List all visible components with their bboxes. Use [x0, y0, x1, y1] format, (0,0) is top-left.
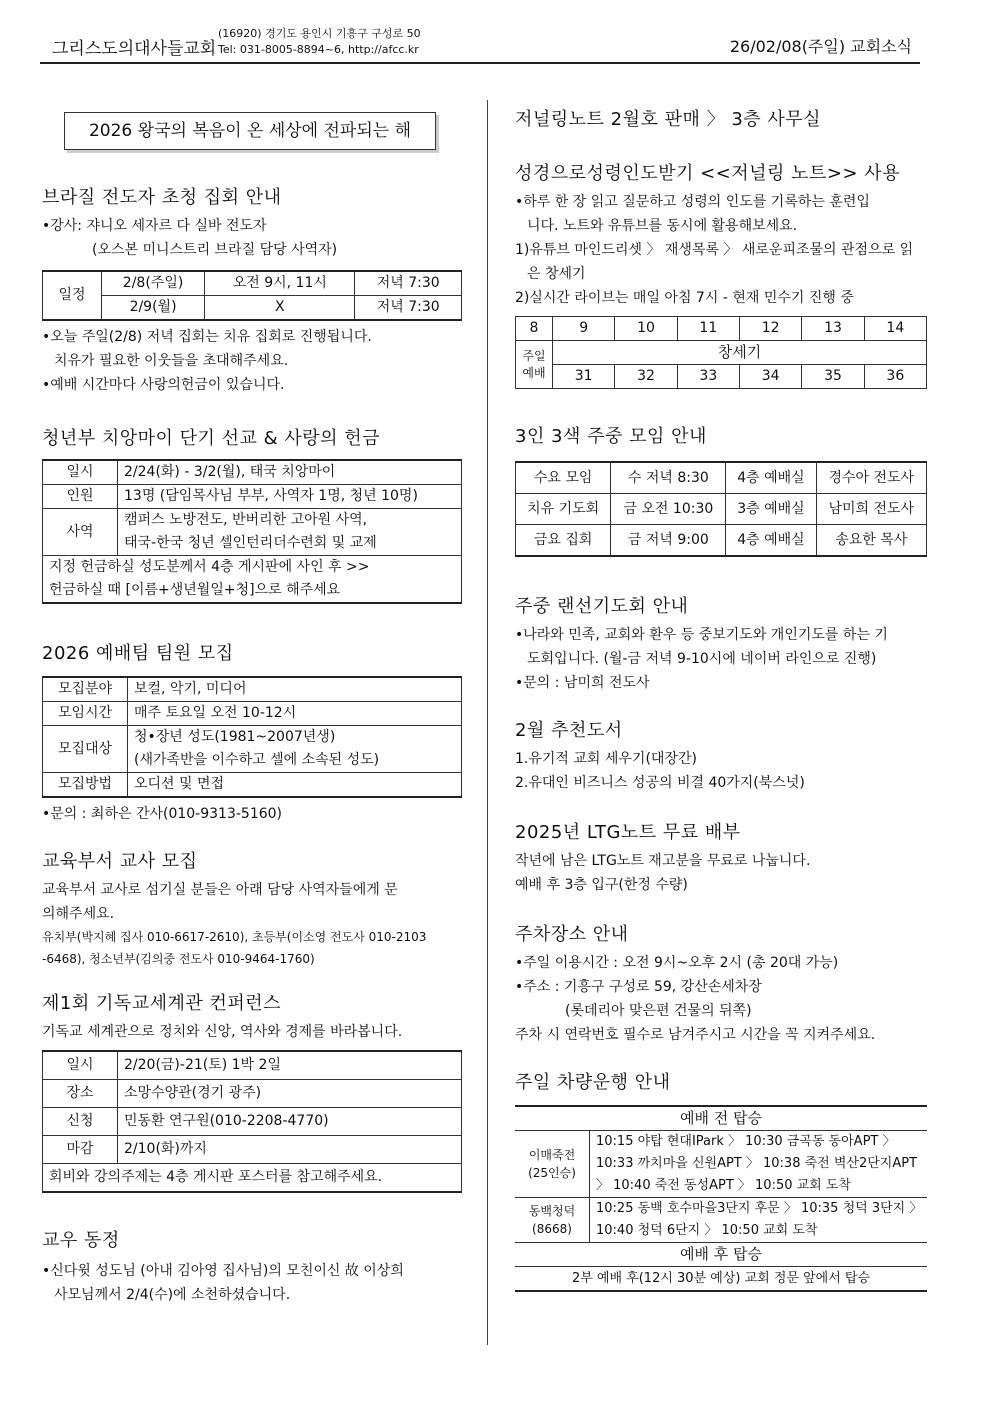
right-column	[515, 100, 927, 1292]
meeting-time: 금 저녁 9:00	[611, 525, 726, 557]
shuttle-before-title: 예배 전 탑승	[515, 1106, 927, 1131]
church-address: (16920) 경기도 용인시 기흥구 구성로 50	[218, 27, 421, 40]
table-row	[515, 1198, 927, 1243]
worship-value: 매주 토요일 오전 10-12시	[128, 702, 462, 726]
table-row	[43, 556, 462, 604]
conference-label: 일시	[43, 1051, 118, 1080]
youth-offering-note	[43, 556, 462, 604]
worship-value: 보컬, 악기, 미디어	[128, 677, 462, 702]
conference-value: 2/20(금)-21(토) 1박 2일	[118, 1051, 462, 1080]
year-motto: 2026 왕국의 복음이 온 세상에 전파되는 해	[64, 112, 436, 150]
shuttle-after-text: 2부 예배 후(12시 30분 예상) 교회 정문 앞에서 탑승	[515, 1267, 927, 1292]
brazil-note: 치유가 필요한 이웃들을 초대해주세요.	[54, 353, 289, 369]
journal-title: 성경으로성령인도받기 <<저널링 노트>> 사용	[515, 163, 901, 184]
conference-value: 2/10(화)까지	[118, 1136, 462, 1164]
youth-value: 13명 (담임목사님 부부, 사역자 1명, 청년 10명)	[118, 485, 462, 509]
journal-row-label: 주일 예배	[516, 341, 553, 389]
parking-title: 주차장소 안내	[515, 924, 629, 945]
news-title: 교우 동정	[42, 1230, 120, 1251]
journal-chapter: 35	[802, 365, 864, 389]
shuttle-after-title: 예배 후 탑승	[515, 1243, 927, 1267]
journal-book: 창세기	[553, 341, 927, 365]
journal-date: 13	[802, 317, 864, 341]
route2-seats: (8668)	[532, 1222, 572, 1236]
conference-label: 신청	[43, 1108, 118, 1136]
column-divider	[487, 100, 488, 1345]
online-prayer-line: •문의 : 남미희 전도사	[515, 675, 650, 691]
parking-line: •주일 이용시간 : 오전 9시~오후 2시 (총 20대 가능)	[515, 955, 839, 971]
parking-line: (롯데리아 맞은편 건물의 뒤쪽)	[565, 1003, 752, 1019]
schedule-label: 일정	[43, 271, 102, 320]
table-row	[516, 525, 927, 557]
meetings-title: 3인 3색 주중 모임 안내	[515, 426, 707, 447]
worship-value: 오디션 및 면접	[128, 773, 462, 798]
table-row	[516, 365, 927, 389]
meeting-place: 4층 예배실	[726, 462, 816, 494]
table-row	[43, 485, 462, 509]
meeting-time: 수 저녁 8:30	[611, 462, 726, 494]
table-row	[516, 494, 927, 525]
table-row	[43, 773, 462, 798]
youth-mission-table	[42, 459, 462, 604]
brazil-schedule-table	[42, 270, 462, 321]
table-row	[43, 271, 462, 296]
conference-label: 마감	[43, 1136, 118, 1164]
offering-line: 지정 헌금하실 성도분께서 4층 게시판에 사인 후 >>	[49, 559, 370, 575]
brazil-title: 브라질 전도자 초청 집회 안내	[42, 187, 282, 208]
journal-sale: 저널링노트 2월호 판매 〉 3층 사무실	[515, 109, 822, 130]
schedule-date: 2/9(월)	[102, 296, 205, 321]
table-row	[43, 1080, 462, 1108]
journal-date: 9	[553, 317, 615, 341]
journal-line: •하루 한 장 읽고 질문하고 성령의 인도를 기록하는 훈련입	[515, 194, 870, 210]
ltg-line: 작년에 남은 LTG노트 재고분을 무료로 나눕니다.	[515, 853, 811, 869]
journal-line: 니다. 노트와 유튜브를 동시에 활용해보세요.	[527, 218, 798, 234]
conference-value: 소망수양관(경기 광주)	[118, 1080, 462, 1108]
conference-value: 민동환 연구원(010-2208-4770)	[118, 1108, 462, 1136]
schedule-day: 오전 9시, 11시	[205, 271, 355, 296]
route-stops	[590, 1198, 928, 1243]
journal-date: 14	[864, 317, 926, 341]
table-row	[43, 702, 462, 726]
table-row	[43, 460, 462, 485]
worship-label: 모집방법	[43, 773, 128, 798]
meeting-leader: 송요한 목사	[816, 525, 926, 557]
route1-stop-line: 10:33 까치마을 신원APT 〉 10:38 죽전 벽산2단지APT	[596, 1156, 918, 1171]
journal-date: 12	[739, 317, 801, 341]
journal-line: 은 창세기	[527, 266, 586, 282]
teachers-contacts: -6468), 청소년부(김의중 전도사 010-9464-1760)	[42, 952, 315, 966]
church-address-block	[218, 26, 421, 58]
conference-title: 제1회 기독교세계관 컨퍼런스	[42, 993, 282, 1014]
brazil-speaker: •강사: 쟈니오 세자르 다 실바 전도자	[42, 218, 267, 234]
route2-stop-line: 10:25 동백 호수마을3단지 후문 〉 10:35 청덕 3단지 〉	[596, 1201, 923, 1216]
table-row	[43, 1051, 462, 1080]
meeting-name: 금요 집회	[516, 525, 611, 557]
worship-value	[128, 726, 462, 773]
journal-chapter: 34	[739, 365, 801, 389]
table-row	[43, 296, 462, 321]
route1-name: 이매죽전	[528, 1148, 576, 1162]
parking-line: 주차 시 연락번호 필수로 남겨주시고 시간을 꼭 지켜주세요.	[515, 1027, 876, 1043]
route1-stop-line: 10:15 야탑 현대IPark 〉 10:30 금곡동 동아APT 〉	[596, 1134, 896, 1149]
target-line: (새가족반을 이수하고 셀에 소속된 성도)	[134, 752, 380, 768]
ltg-title: 2025년 LTG노트 무료 배부	[515, 822, 741, 843]
table-row	[43, 1136, 462, 1164]
table-row	[516, 341, 927, 365]
conference-label: 장소	[43, 1080, 118, 1108]
online-prayer-line: 도회입니다. (월-금 저녁 9-10시에 네이버 라인으로 진행)	[527, 651, 877, 667]
conference-footer: 회비와 강의주제는 4층 게시판 포스터를 참고해주세요.	[43, 1164, 462, 1193]
journal-chapter: 31	[553, 365, 615, 389]
books-line: 2.유대인 비즈니스 성공의 비결 40가지(북스넛)	[515, 775, 805, 791]
ministry-line: 캠퍼스 노방전도, 반버리한 고아원 사역,	[124, 512, 368, 528]
table-row	[516, 317, 927, 341]
table-row	[516, 462, 927, 494]
meeting-time: 금 오전 10:30	[611, 494, 726, 525]
meeting-name: 수요 모임	[516, 462, 611, 494]
route-stops	[590, 1131, 928, 1198]
ltg-line: 예배 후 3층 입구(한정 수량)	[515, 877, 688, 893]
table-row	[43, 1164, 462, 1193]
table-row	[515, 1243, 927, 1267]
books-title: 2월 추천도서	[515, 720, 623, 741]
shuttle-table	[515, 1105, 927, 1292]
schedule-evening: 저녁 7:30	[355, 271, 462, 296]
brazil-note: •오늘 주일(2/8) 저녁 집회는 치유 집회로 진행됩니다.	[42, 329, 372, 345]
journal-chapter: 36	[864, 365, 926, 389]
table-row	[515, 1267, 927, 1292]
ministry-line: 태국-한국 청년 셀인턴리더수련회 및 교제	[124, 535, 377, 551]
teachers-title: 교육부서 교사 모집	[42, 851, 198, 872]
youth-value	[118, 509, 462, 556]
schedule-day: X	[205, 296, 355, 321]
journal-date: 10	[615, 317, 677, 341]
table-row	[43, 677, 462, 702]
conference-desc: 기독교 세계관으로 정치와 신앙, 역사와 경제를 바라봅니다.	[42, 1024, 403, 1040]
route2-name: 동백청덕	[528, 1204, 576, 1218]
target-line: 청•장년 성도(1981~2007년생)	[134, 729, 336, 745]
schedule-evening: 저녁 7:30	[355, 296, 462, 321]
route1-seats: (25인승)	[528, 1166, 576, 1180]
worship-label: 모집대상	[43, 726, 128, 773]
journal-line: 2)실시간 라이브는 매일 아침 7시 - 현재 민수기 진행 중	[515, 290, 854, 306]
worship-label: 모집분야	[43, 677, 128, 702]
news-line: •신다윗 성도님 (아내 김아영 집사님)의 모친이신 故 이상희	[42, 1263, 404, 1279]
parking-line: •주소 : 기흥구 구성로 59, 강산손세차장	[515, 979, 762, 995]
youth-title: 청년부 치앙마이 단기 선교 & 사랑의 헌금	[42, 428, 381, 449]
meeting-place: 3층 예배실	[726, 494, 816, 525]
offering-line: 헌금하실 때 [이름+생년월일+청]으로 해주세요	[49, 582, 341, 598]
meeting-name: 치유 기도회	[516, 494, 611, 525]
youth-label: 사역	[43, 509, 118, 556]
table-row	[43, 509, 462, 556]
church-contact: Tel: 031-8005-8894~6, http://afcc.kr	[218, 43, 419, 56]
youth-label: 일시	[43, 460, 118, 485]
route-name	[515, 1198, 590, 1243]
table-row	[515, 1131, 927, 1198]
meeting-place: 4층 예배실	[726, 525, 816, 557]
route2-stop-line: 10:40 청덕 6단지 〉 10:50 교회 도착	[596, 1223, 818, 1238]
church-name: 그리스도의대사들교회	[52, 39, 217, 59]
schedule-date: 2/8(주일)	[102, 271, 205, 296]
online-prayer-line: •나라와 민족, 교회와 환우 등 중보기도와 개인기도를 하는 기	[515, 627, 888, 643]
conference-table	[42, 1050, 462, 1193]
table-row	[43, 726, 462, 773]
meetings-table	[515, 461, 927, 557]
online-prayer-title: 주중 랜선기도회 안내	[515, 596, 689, 617]
teachers-desc: 의해주세요.	[42, 906, 115, 922]
worship-label: 모임시간	[43, 702, 128, 726]
route1-stop-line: 〉 10:40 죽전 동성APT 〉 10:50 교회 도착	[596, 1178, 851, 1193]
journal-date: 8	[516, 317, 553, 341]
route-name	[515, 1131, 590, 1198]
bulletin-date-title: 26/02/08(주일) 교회소식	[729, 37, 912, 56]
journal-schedule-table	[515, 316, 927, 389]
teachers-contacts: 유치부(박지혜 집사 010-6617-2610), 초등부(이소영 전도사 010-2103	[42, 930, 427, 944]
books-line: 1.유기적 교회 세우기(대장간)	[515, 751, 697, 767]
journal-date: 11	[677, 317, 739, 341]
page-header	[40, 22, 920, 64]
journal-chapter: 32	[615, 365, 677, 389]
table-row	[515, 1106, 927, 1131]
shuttle-title: 주일 차량운행 안내	[515, 1072, 671, 1093]
journal-line: 1)유튜브 마인드리셋 〉 재생목록 〉 새로운피조물의 관점으로 읽	[515, 242, 914, 258]
youth-label: 인원	[43, 485, 118, 509]
teachers-desc: 교육부서 교사로 섬기실 분들은 아래 담당 사역자들에게 문	[42, 882, 398, 898]
meeting-leader: 남미희 전도사	[816, 494, 926, 525]
youth-value: 2/24(화) - 3/2(월), 태국 치앙마이	[118, 460, 462, 485]
journal-chapter: 33	[677, 365, 739, 389]
worship-contact: •문의 : 최하은 간사(010-9313-5160)	[42, 806, 282, 822]
brazil-speaker-role: (오스본 미니스트리 브라질 담당 사역자)	[92, 242, 338, 258]
worship-team-table	[42, 676, 462, 798]
worship-team-title: 2026 예배팀 팀원 모집	[42, 643, 234, 664]
news-line: 사모님께서 2/4(수)에 소천하셨습니다.	[54, 1287, 291, 1303]
brazil-note: •예배 시간마다 사랑의헌금이 있습니다.	[42, 377, 285, 393]
meeting-leader: 경수아 전도사	[816, 462, 926, 494]
table-row	[43, 1108, 462, 1136]
left-column	[42, 100, 462, 1307]
